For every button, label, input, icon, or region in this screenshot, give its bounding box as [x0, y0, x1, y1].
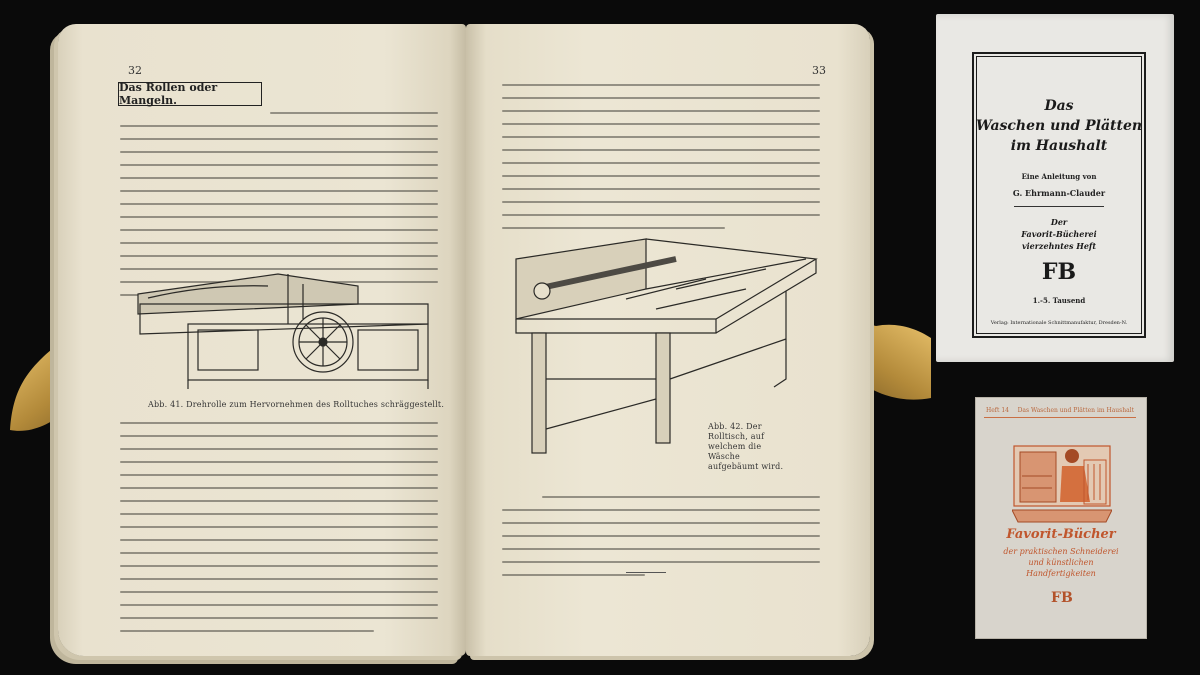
right-page: [466, 24, 870, 656]
band-right-text: Das Waschen und Plätten im Haushalt: [1017, 407, 1134, 414]
cover-edition: 1.-5. Tausend: [1032, 296, 1086, 305]
back-cover-sub-line2: und künstlichen: [1028, 558, 1094, 567]
cover-title-line1: Das: [1044, 98, 1074, 114]
cover-divider: [1014, 206, 1104, 207]
cover-title-line3: im Haushalt: [1010, 138, 1108, 154]
cover-author: G. Ehrmann-Clauder: [1012, 188, 1106, 198]
page-number: 33: [812, 64, 826, 77]
page-number: 32: [128, 64, 142, 77]
end-rule: [626, 572, 666, 573]
back-cover-sub-line3: Handfertigkeiten: [1026, 569, 1096, 578]
cover-title-line2: Waschen und Plätten: [975, 118, 1143, 134]
text-block-bottom: [502, 496, 820, 587]
back-cover-band: [984, 404, 1136, 418]
open-book: [58, 24, 870, 662]
left-page: [58, 24, 466, 656]
cover-publisher: Verlag: Internationale Schnittmanufaktur, Dresden-N.: [990, 320, 1128, 326]
figure-41-caption: Abb. 41. Drehrolle zum Hervornehmen des Rolltuches schräggestellt.: [148, 400, 445, 409]
front-cover: [936, 14, 1174, 362]
figure-42-caption: Abb. 42. Der Rolltisch, auf welchem die Wäsche aufgebäumt wird.: [708, 422, 784, 471]
text-block-top: [502, 84, 820, 240]
cover-series-line1: Der: [1050, 217, 1068, 227]
section-heading: Das Rollen oder Mangeln.: [118, 82, 262, 106]
band-left-text: Heft 14: [986, 407, 1009, 414]
back-cover-title: Favorit-Bücher: [1006, 527, 1116, 542]
publisher-logo-icon: FB: [1041, 259, 1077, 285]
figure-41-mangle-illustration: [128, 264, 448, 394]
text-block-bottom: [120, 422, 438, 643]
cover-series-line3: vierzehntes Heft: [1021, 241, 1097, 251]
back-cover-sub-line1: der praktischen Schneiderei: [1003, 547, 1119, 556]
seamstress-illustration: [1012, 436, 1112, 526]
cover-frame: [972, 52, 1146, 338]
back-cover: [975, 397, 1147, 639]
back-cover-logo-icon: FB: [1051, 590, 1073, 606]
cover-series-line2: Favorit-Bücherei: [1021, 229, 1097, 239]
cover-subtitle: Eine Anleitung von: [1021, 172, 1097, 181]
